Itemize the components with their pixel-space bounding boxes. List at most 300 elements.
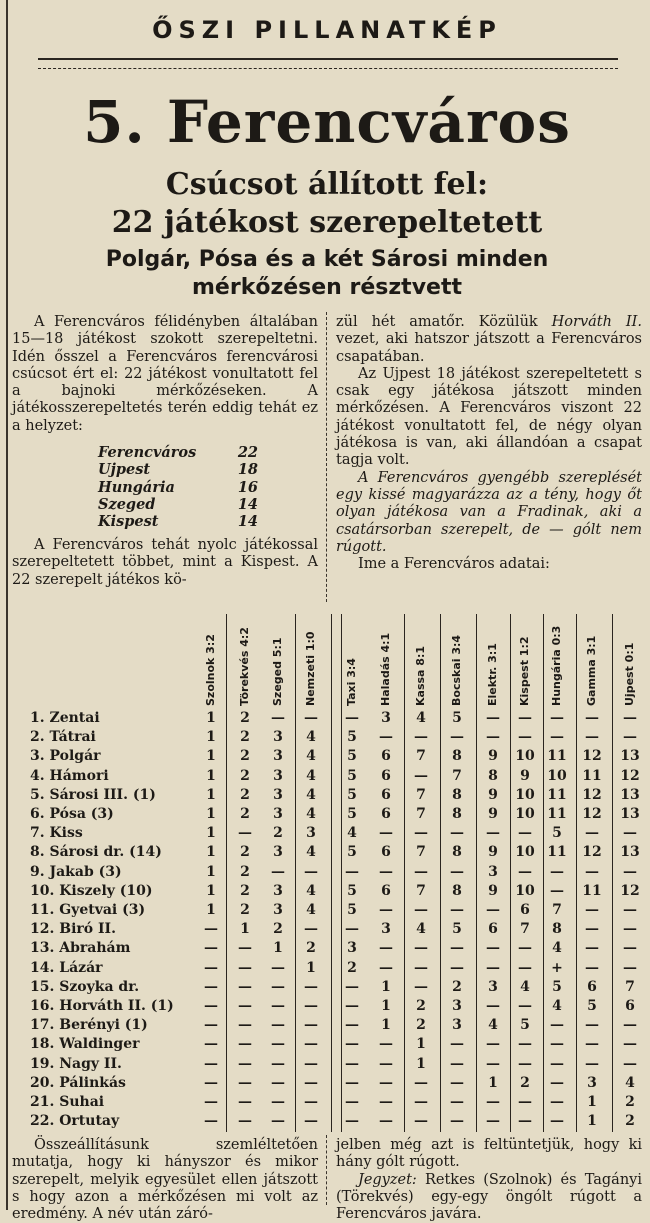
ranking-item [98, 513, 258, 530]
table-cell: 5 [452, 710, 462, 726]
table-cell: — [414, 1113, 428, 1130]
table-cell: 4 [416, 710, 426, 726]
table-cell: 2 [416, 998, 426, 1014]
table-cell: 7 [416, 806, 426, 822]
table-cell: — [238, 998, 252, 1014]
table-cell: 7 [416, 786, 426, 803]
table-cell: — [204, 1074, 218, 1091]
player-name: 5. Sárosi III. (1) [30, 786, 156, 803]
bottom-right-column [336, 1137, 642, 1223]
table-cell: 13 [620, 806, 640, 822]
text-run: zül hét amatőr. Közülük [336, 314, 552, 330]
table-cell: 1 [206, 710, 216, 726]
ranking-item [98, 496, 258, 513]
table-cell: — [623, 1036, 637, 1053]
table-cell: 1 [206, 882, 216, 899]
table-cell: 3 [452, 1017, 462, 1034]
match-label: Szolnok 3:2 [204, 634, 217, 706]
table-cell: — [304, 1036, 318, 1053]
table-cell: — [550, 1055, 564, 1072]
ranking-item [98, 461, 258, 478]
table-cell: 12 [582, 844, 602, 861]
table-cell: 7 [520, 921, 530, 938]
table-row [8, 823, 646, 844]
table-cell: — [518, 825, 532, 842]
column-divider [326, 1135, 327, 1205]
match-label: Haladás 4:1 [379, 632, 392, 706]
table-cell: + [551, 959, 563, 976]
table-cell: — [486, 1055, 500, 1072]
table-cell: 4 [552, 940, 562, 957]
table-cell: 2 [625, 1094, 635, 1110]
table-cell: 2 [240, 902, 250, 918]
table-cell: 3 [306, 825, 316, 842]
table-cell: 8 [452, 786, 462, 803]
table-cell: — [486, 1113, 500, 1130]
right-column [336, 314, 642, 573]
table-cell: 2 [240, 806, 250, 822]
paragraph: A Ferencváros tehát nyolc játékossal szerepeltetett többet, mint a Kispest. A 22 szerepelt játékos kö- [12, 537, 318, 588]
player-name: 14. Lázár [30, 959, 103, 976]
ranking-team: Kispest [98, 513, 159, 531]
table-cell: — [345, 1036, 359, 1053]
table-cell: 6 [381, 786, 391, 803]
headline: 5. Ferencváros [83, 88, 571, 156]
player-name: 20. Pálinkás [30, 1074, 126, 1091]
table-cell: — [623, 902, 637, 918]
table-cell: — [450, 1074, 464, 1091]
table-cell: 3 [273, 748, 283, 765]
table-row [8, 938, 646, 959]
player-name: 7. Kiss [30, 825, 83, 842]
table-cell: — [204, 1094, 218, 1110]
table-row [8, 862, 646, 883]
table-cell: 8 [452, 748, 462, 765]
table-cell: — [414, 1094, 428, 1110]
table-cell: 6 [587, 978, 597, 995]
match-label: Kassa 8:1 [414, 645, 427, 706]
table-cell: 2 [240, 729, 250, 746]
table-cell: — [623, 1017, 637, 1034]
table-cell: 13 [620, 748, 640, 765]
ranking-count: 22 [237, 444, 258, 461]
text-run: vezet, aki hatszor játszott a Ferencváros csapatában. [336, 331, 642, 365]
table-cell: — [486, 902, 500, 918]
ranking-team: Ferencváros [98, 444, 197, 461]
table-cell: 2 [240, 844, 250, 861]
table-cell: 9 [488, 844, 498, 861]
table-cell: 4 [416, 921, 426, 938]
table-cell: — [271, 998, 285, 1014]
table-row [8, 727, 646, 748]
note-label: Jegyzet: [358, 1171, 417, 1188]
table-cell: — [204, 1055, 218, 1072]
table-row [8, 708, 646, 729]
table-cell: 2 [240, 863, 250, 880]
kicker: ŐSZI PILLANATKÉP [152, 16, 502, 44]
table-cell: 11 [582, 767, 602, 784]
text-run: Horváth II. [551, 314, 642, 330]
table-cell: 2 [273, 825, 283, 842]
table-cell: 1 [206, 786, 216, 803]
player-name: 4. Hámori [30, 767, 109, 784]
table-cell: 1 [416, 1036, 426, 1053]
table-cell: — [450, 1055, 464, 1072]
table-cell: — [414, 729, 428, 746]
table-cell: 7 [552, 902, 562, 918]
newspaper-page [6, 0, 646, 1223]
table-cell: — [345, 1017, 359, 1034]
table-cell: — [414, 959, 428, 976]
table-cell: — [585, 1017, 599, 1034]
table-cell: — [486, 710, 500, 726]
table-cell: — [450, 863, 464, 880]
table-cell: — [623, 1055, 637, 1072]
table-cell: — [304, 863, 318, 880]
table-cell: — [345, 1113, 359, 1130]
table-cell: 12 [620, 767, 640, 784]
player-name: 11. Gyetvai (3) [30, 902, 146, 918]
ranking-count: 18 [237, 461, 258, 479]
table-cell: 1 [206, 806, 216, 822]
player-name: 15. Szoyka dr. [30, 978, 140, 995]
table-cell: — [585, 710, 599, 726]
table-cell: — [204, 1017, 218, 1034]
table-cell: 7 [625, 978, 635, 995]
divider [38, 58, 618, 60]
match-label: Hungária 0:3 [550, 625, 563, 706]
table-cell: 4 [488, 1017, 498, 1034]
table-cell: — [414, 902, 428, 918]
table-cell: 2 [240, 767, 250, 784]
table-cell: 10 [515, 844, 535, 861]
table-cell: — [345, 998, 359, 1014]
note [336, 1172, 642, 1223]
table-cell: 1 [206, 729, 216, 746]
player-name: 2. Tátrai [30, 729, 96, 746]
table-cell: — [550, 729, 564, 746]
table-cell: — [204, 998, 218, 1014]
table-cell: 1 [206, 844, 216, 861]
column-divider [326, 312, 327, 602]
table-cell: — [450, 902, 464, 918]
table-cell: — [414, 863, 428, 880]
player-name: 9. Jakab (3) [30, 863, 122, 880]
table-cell: — [379, 1036, 393, 1053]
table-cell: — [450, 1113, 464, 1130]
table-cell: 8 [488, 767, 498, 784]
note-text: Retkes (Szolnok) és Tagányi (Törekvés) egy-egy öngólt rúgott a Ferencváros javára. [336, 1171, 642, 1223]
table-cell: 4 [552, 998, 562, 1014]
table-cell: 3 [273, 902, 283, 918]
table-cell: 5 [452, 921, 462, 938]
table-cell: — [550, 1017, 564, 1034]
table-cell: 13 [620, 786, 640, 803]
ranking-item [98, 479, 258, 496]
table-cell: — [450, 959, 464, 976]
subheadline-line: 22 játékost szerepeltetett [111, 205, 543, 240]
table-cell: — [271, 1094, 285, 1110]
table-cell: 3 [381, 710, 391, 726]
table-cell: 4 [306, 786, 316, 803]
table-cell: — [585, 1036, 599, 1053]
table-cell: — [379, 1113, 393, 1130]
table-row [8, 919, 646, 940]
table-row [8, 900, 646, 921]
table-cell: 6 [381, 806, 391, 822]
table-cell: 5 [347, 748, 357, 765]
table-cell: — [379, 863, 393, 880]
table-cell: 4 [625, 1074, 635, 1091]
ranking-count: 16 [237, 478, 258, 496]
ranking-list [98, 444, 258, 530]
player-name: 10. Kiszely (10) [30, 882, 153, 899]
table-cell: — [304, 921, 318, 938]
table-cell: — [623, 959, 637, 976]
table-cell: 12 [582, 786, 602, 803]
table-cell: — [204, 921, 218, 938]
table-cell: — [271, 1055, 285, 1072]
table-cell: — [414, 940, 428, 957]
table-cell: 10 [515, 806, 535, 822]
player-name: 22. Ortutay [30, 1113, 120, 1130]
table-cell: — [486, 1036, 500, 1053]
table-cell: — [379, 959, 393, 976]
table-cell: — [550, 863, 564, 880]
table-cell: — [204, 978, 218, 995]
ranking-team: Hungária [98, 478, 175, 496]
table-cell: — [518, 1055, 532, 1072]
table-cell: 4 [520, 978, 530, 995]
match-label: Törekvés 4:2 [238, 627, 251, 706]
table-cell: 5 [347, 786, 357, 803]
table-cell: 12 [582, 806, 602, 822]
player-name: 12. Biró II. [30, 921, 116, 938]
table-row [8, 804, 646, 825]
table-cell: — [585, 729, 599, 746]
table-cell: — [271, 978, 285, 995]
paragraph: A Ferencváros félidényben általában 15—18 játékost szokott szerepeltetni. Idén ősszel a Ferencváros ferencvárosi csúcsot ért el: 22 játékost vonultatott fel a bajnoki mérkőzéseken. A játékosszerepeltetés terén eddig tehát ez a helyzet: [12, 314, 318, 434]
table-cell: 1 [381, 1017, 391, 1034]
table-cell: — [518, 710, 532, 726]
table-cell: — [518, 1094, 532, 1110]
table-cell: 1 [416, 1055, 426, 1072]
table-cell: 5 [552, 978, 562, 995]
table-cell: 5 [587, 998, 597, 1014]
table-cell: — [238, 978, 252, 995]
table-cell: 3 [273, 786, 283, 803]
table-cell: — [204, 1036, 218, 1053]
table-cell: 3 [587, 1074, 597, 1091]
table-cell: — [238, 959, 252, 976]
table-cell: — [271, 959, 285, 976]
ranking-count: 14 [237, 513, 258, 531]
table-cell: 6 [625, 998, 635, 1014]
table-cell: 1 [273, 940, 283, 957]
table-cell: 3 [347, 940, 357, 957]
table-cell: 11 [547, 748, 567, 765]
table-cell: — [550, 710, 564, 726]
table-cell: — [486, 959, 500, 976]
table-cell: 4 [306, 767, 316, 784]
table-cell: 1 [488, 1074, 498, 1091]
table-cell: — [238, 1074, 252, 1091]
table-cell: 3 [381, 921, 391, 938]
table-cell: — [486, 825, 500, 842]
table-cell: 3 [452, 998, 462, 1014]
table-cell: 12 [620, 882, 640, 899]
table-cell: — [585, 1055, 599, 1072]
table-cell: — [518, 998, 532, 1014]
table-cell: 7 [452, 767, 462, 784]
table-cell: 4 [306, 882, 316, 899]
table-cell: — [238, 1094, 252, 1110]
table-cell: — [304, 710, 318, 726]
table-cell: 5 [347, 902, 357, 918]
table-cell: 3 [273, 806, 283, 822]
table-cell: 9 [488, 882, 498, 899]
table-cell: — [271, 710, 285, 726]
table-cell: — [450, 729, 464, 746]
table-row [8, 1054, 646, 1075]
table-cell: 1 [587, 1113, 597, 1130]
table-cell: 10 [515, 748, 535, 765]
table-cell: 9 [520, 767, 530, 784]
table-cell: — [204, 1113, 218, 1130]
table-cell: — [238, 1055, 252, 1072]
match-label: Bocskai 3:4 [450, 634, 463, 706]
table-cell: — [379, 902, 393, 918]
table-cell: 1 [206, 748, 216, 765]
table-cell: — [304, 1094, 318, 1110]
subheadline-line: Csúcsot állított fel: [165, 167, 489, 202]
table-cell: 9 [488, 748, 498, 765]
table-cell: 6 [381, 767, 391, 784]
player-name: 19. Nagy II. [30, 1055, 122, 1072]
table-cell: — [304, 1017, 318, 1034]
table-cell: — [304, 1113, 318, 1130]
table-cell: 10 [547, 767, 567, 784]
table-cell: 3 [273, 767, 283, 784]
table-cell: 9 [488, 786, 498, 803]
table-cell: 3 [273, 844, 283, 861]
table-cell: 7 [416, 882, 426, 899]
table-cell: 1 [206, 863, 216, 880]
table-cell: 4 [306, 806, 316, 822]
player-name: 17. Berényi (1) [30, 1017, 148, 1034]
table-row [8, 881, 646, 902]
table-cell: — [623, 940, 637, 957]
table-cell: — [271, 1017, 285, 1034]
table-cell: 8 [552, 921, 562, 938]
table-cell: — [550, 1113, 564, 1130]
table-cell: — [379, 1094, 393, 1110]
paragraph: jelben még azt is feltüntetjük, hogy ki hány gólt rúgott. [336, 1137, 642, 1171]
table-cell: 6 [520, 902, 530, 918]
table-cell: 9 [488, 806, 498, 822]
table-cell: — [271, 1113, 285, 1130]
table-cell: — [304, 978, 318, 995]
ranking-team: Szeged [98, 495, 156, 513]
match-label: Nemzeti 1:0 [304, 631, 317, 706]
table-cell: 4 [306, 729, 316, 746]
table-cell: — [486, 940, 500, 957]
table-cell: 3 [488, 863, 498, 880]
table-cell: — [585, 863, 599, 880]
table-cell: 5 [347, 767, 357, 784]
player-name: 8. Sárosi dr. (14) [30, 844, 162, 861]
match-label: Ujpest 0:1 [623, 642, 636, 706]
table-cell: 6 [488, 921, 498, 938]
table-cell: 2 [625, 1113, 635, 1130]
table-cell: 6 [381, 844, 391, 861]
table-cell: 4 [306, 844, 316, 861]
table-cell: — [518, 1036, 532, 1053]
table-cell: — [486, 998, 500, 1014]
table-cell: — [304, 998, 318, 1014]
table-cell: 12 [582, 748, 602, 765]
deck-line: mérkőzésen résztvett [192, 275, 462, 300]
table-cell: 1 [306, 959, 316, 976]
table-cell: — [450, 1036, 464, 1053]
player-name: 13. Abrahám [30, 940, 131, 957]
table-cell: — [518, 959, 532, 976]
table-cell: — [450, 940, 464, 957]
table-row [8, 746, 646, 767]
ranking-count: 14 [237, 495, 258, 513]
table-cell: — [414, 825, 428, 842]
table-cell: 4 [306, 902, 316, 918]
table-cell: 1 [587, 1094, 597, 1110]
table-cell: — [204, 959, 218, 976]
table-cell: 2 [306, 940, 316, 957]
table-cell: — [585, 902, 599, 918]
left-column [12, 314, 318, 435]
table-cell: — [379, 1055, 393, 1072]
table-cell: — [345, 710, 359, 726]
table-cell: 1 [381, 978, 391, 995]
table-cell: — [623, 921, 637, 938]
table-cell: — [271, 1074, 285, 1091]
table-cell: — [623, 710, 637, 726]
paragraph [336, 314, 642, 366]
table-row [8, 785, 646, 806]
table-cell: 1 [240, 921, 250, 938]
player-name: 21. Suhai [30, 1094, 105, 1110]
table-cell: 3 [488, 978, 498, 995]
table-cell: 5 [347, 729, 357, 746]
table-cell: 1 [206, 902, 216, 918]
table-cell: 1 [381, 998, 391, 1014]
table-cell: — [345, 1074, 359, 1091]
table-cell: 5 [347, 882, 357, 899]
table-cell: — [345, 1094, 359, 1110]
table-cell: 2 [452, 978, 462, 995]
table-cell: 11 [547, 844, 567, 861]
table-cell: — [379, 1074, 393, 1091]
table-cell: 2 [240, 786, 250, 803]
table-row [8, 1015, 646, 1036]
paragraph: Az Ujpest 18 játékost szerepeltetett s csak egy játékosa játszott minden mérkőzésen. A Ferencváros viszont 22 játékost vonultatott fel, de négy olyan játékosa is van, aki állandóan a csapat tagja volt. [336, 365, 642, 469]
table-cell: — [518, 729, 532, 746]
table-cell: — [379, 940, 393, 957]
player-name: 16. Horváth II. (1) [30, 998, 174, 1014]
table-cell: — [271, 1036, 285, 1053]
table-cell: — [623, 863, 637, 880]
table-cell: — [238, 1113, 252, 1130]
table-cell: 8 [452, 806, 462, 822]
bottom-left-column [12, 1137, 318, 1223]
